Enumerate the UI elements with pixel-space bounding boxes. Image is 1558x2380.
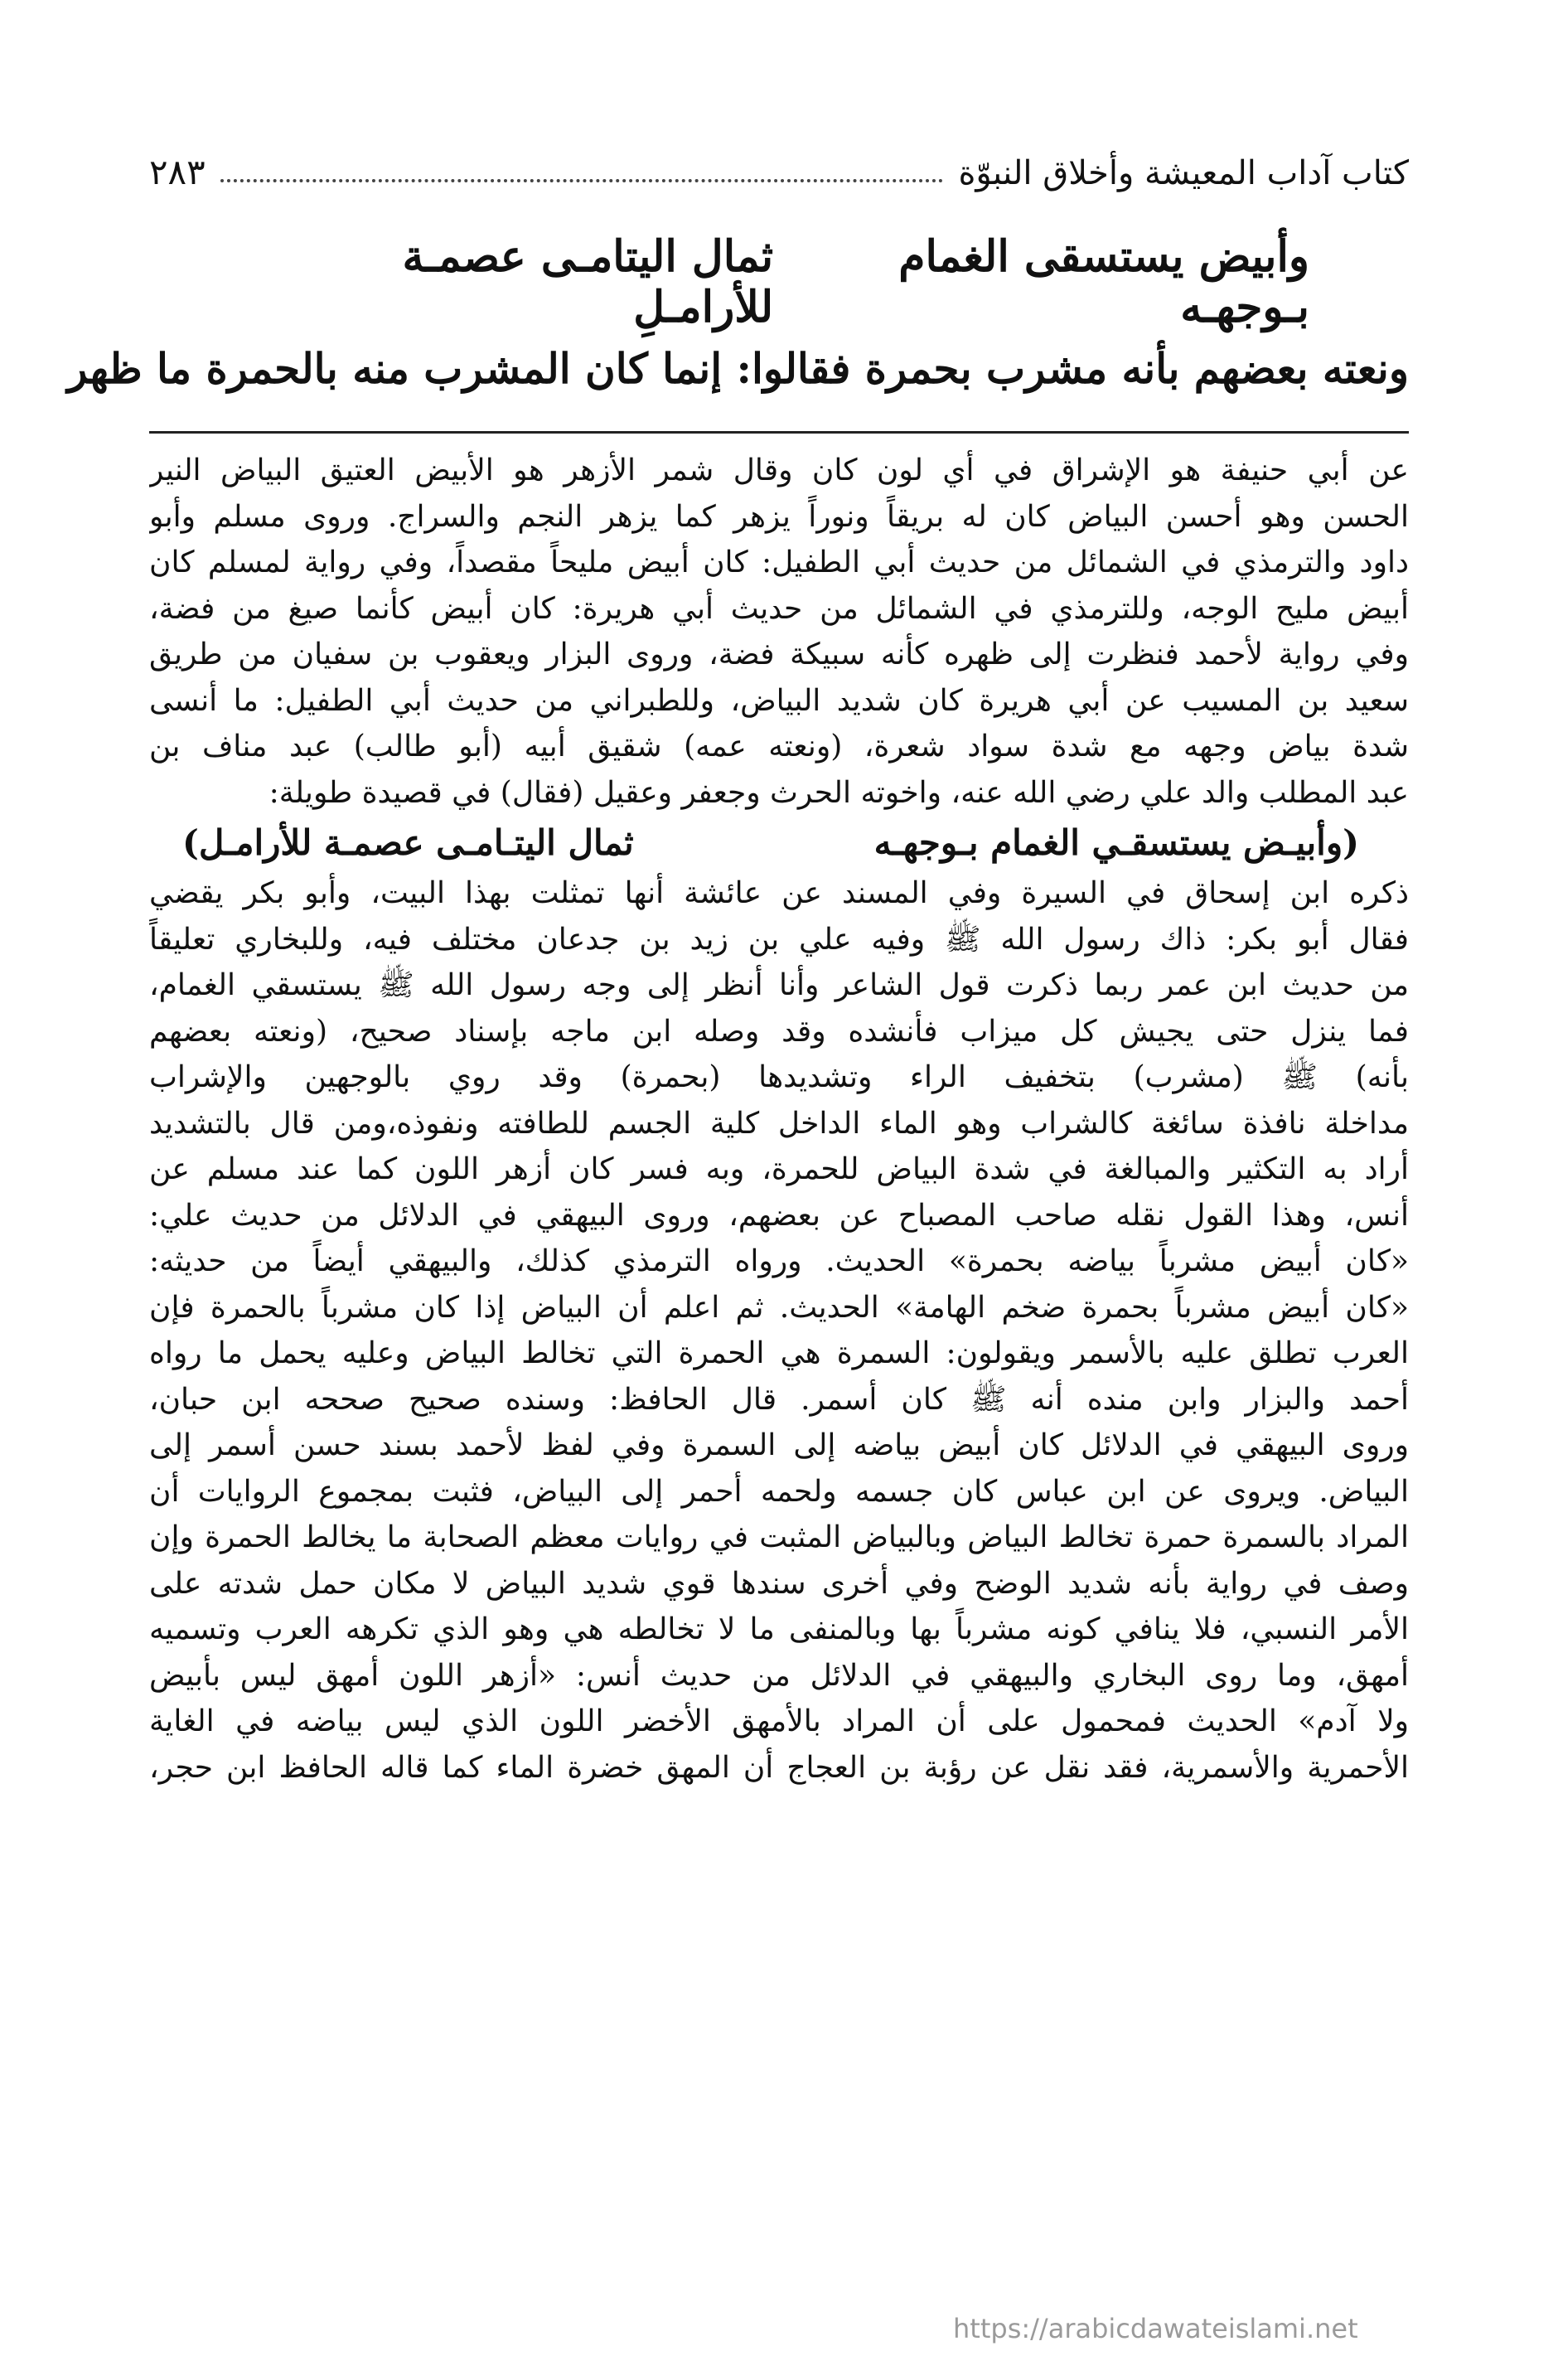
quoted-verse [149,816,1409,870]
dotted-leader [220,179,944,182]
commentary-line: «كان أبيض مشرباً بياضه بحمرة» الحديث. ورواه الترمذي كذلك، والبيهقي أيضاً من حديثه: [149,1244,1409,1278]
commentary-line: شدة بياض وجهه مع شدة سواد شعرة، (ونعته عمه) شقيق أبيه (أبو طالب) عبد مناف بن [149,730,1409,763]
commentary-line: فقال أبو بكر: ذاك رسول الله ﷺ وفيه علي بن زيد بن جدعان مختلف فيه، وللبخاري تعليقاً [149,922,1409,957]
commentary-line: «كان أبيض مشرباً بحمرة ضخم الهامة» الحديث. ثم اعلم أن البياض إذا كان مشرباً بالحمرة فإن [149,1290,1409,1325]
commentary-line: وروى البيهقي في الدلائل كان أبيض بياضه إلى السمرة وفي لفظ لأحمد بسند حسن أسمر إلى [149,1428,1409,1462]
quoted-verse-hemistich-1: (وأبيـض يستسقـي الغمام بـوجهـه [873,822,1359,863]
commentary-line: وفي رواية لأحمد فنظرت إلى ظهره كأنه سبيكة فضة، وروى البزار ويعقوب بن سفيان من طريق [149,637,1409,671]
commentary-line: أمهق، وما روى البخاري والبيهقي في الدلائل من حديث أنس: «أزهر اللون أمهق ليس بأبيض [149,1658,1409,1693]
commentary-line: أراد به التكثير والمبالغة في شدة البياض للحمرة، وبه فسر كان أزهر اللون كما عند مسلم عن [149,1152,1409,1186]
commentary-line: أنس، وهذا القول نقله صاحب المصباح عن بعضهم، وروى البيهقي في الدلائل من حديث علي: [149,1198,1409,1233]
commentary-line: ذكره ابن إسحاق في السيرة وفي المسند عن عائشة أنها تمثلت بهذا البيت، وأبو بكر يقضي [149,876,1409,910]
commentary-line: وصف في رواية بأنه شديد الوضح وفي أخرى سندها قوي شديد البياض لا مكان حمل شدته على [149,1566,1409,1601]
main-text-line: ونعته بعضهم بأنه مشرب بحمرة فقالوا: إنما كان المشرب منه بالحمرة ما ظهر [67,344,1409,393]
commentary-line: بأنه) ﷺ (مشرب) بتخفيف الراء وتشديدها (بحمرة) وقد روي بالوجهين والإشراب [149,1060,1409,1094]
book-page [67,0,1409,2380]
commentary-line: الأمر النسبي، فلا ينافي كونه مشرباً بها وبالمنفى ما لا تخالطه هي وهو الذي تكرهه العرب وتسميه [149,1612,1409,1646]
commentary-line: المراد بالسمرة حمرة تخالط البياض وبالبياض المثبت في روايات معظم الصحابة ما يخالط الحمرة وإن [149,1520,1409,1554]
commentary-line: الأحمرية والأسمرية، فقد نقل عن رؤبة بن العجاج أن المهق خضرة الماء كما قاله الحافظ ابن حجر، [149,1750,1409,1785]
page-number: ٢٨٣ [149,152,206,192]
watermark-url: https://arabicdawateislami.net [953,2313,1358,2344]
commentary-line: سعيد بن المسيب عن أبي هريرة كان شديد البياض، وللطبراني من حديث أبي الطفيل: ما أنسى [149,683,1409,718]
commentary-line: فما ينزل حتى يجيش كل ميزاب فأنشده وقد وصله ابن ماجه بإسناد صحيح، (ونعته بعضهم [149,1014,1409,1049]
commentary-line: الحسن وهو أحسن البياض كان له بريقاً ونوراً يزهر كما يزهر النجم والسراج. وروى مسلم وأبو [149,499,1409,534]
commentary-line: أبيض مليح الوجه، وللترمذي في الشمائل من حديث أبي هريرة: كان أبيض كأنما صيغ من فضة، [149,591,1409,626]
verse-hemistich-1: وأبيض يستسقى الغمام بـوجهـه [898,231,1309,332]
commentary-line: العرب تطلق عليه بالأسمر ويقولون: السمرة هي الحمرة التي تخالط البياض وعليه يحمل ما رواه [149,1336,1409,1370]
commentary-line: البياض. ويروى عن ابن عباس كان جسمه ولحمه أحمر إلى البياض، فثبت بمجموع الروايات أن [149,1474,1409,1509]
book-title: كتاب آداب المعيشة وأخلاق النبوّة [958,154,1409,192]
commentary-line: داود والترمذي في الشمائل من حديث أبي الطفيل: كان أبيض مليحاً مقصداً، وفي رواية لمسلم كان [149,545,1409,579]
quoted-verse-hemistich-2: ثمال اليتـامـى عصمـة للأرامـل) [182,822,634,863]
verse-hemistich-2: ثمال اليتامـى عصمـة للأرامـلِ [402,231,774,332]
running-header [149,139,1409,192]
commentary-line: أحمد والبزار وابن منده أنه ﷺ كان أسمر. قال الحافظ: وسنده صحيح صححه ابن حبان، [149,1382,1409,1417]
commentary-line: عبد المطلب والد علي رضي الله عنه، واخوته الحرث وجعفر وعقيل (فقال) في قصيدة طويلة: [269,775,1409,810]
commentary [149,448,1409,1791]
separator-rule [149,431,1409,434]
commentary-line: مداخلة نافذة سائغة كالشراب وهو الماء الداخل كلية الجسم للطافته ونفوذه،ومن قال بالتشديد [149,1106,1409,1141]
commentary-line: من حديث ابن عمر ربما ذكرت قول الشاعر وأنا أنظر إلى وجه رسول الله ﷺ يستسقي الغمام، [149,968,1409,1002]
commentary-line: عن أبي حنيفة هو الإشراق في أي لون كان وقال شمر الأزهر هو الأبيض العتيق البياض النير [149,453,1409,487]
main-verse [149,231,1409,332]
commentary-line: ولا آدم» الحديث فمحمول على أن المراد بالأمهق الأخضر اللون الذي ليس بياضه في الغاية [149,1704,1409,1738]
